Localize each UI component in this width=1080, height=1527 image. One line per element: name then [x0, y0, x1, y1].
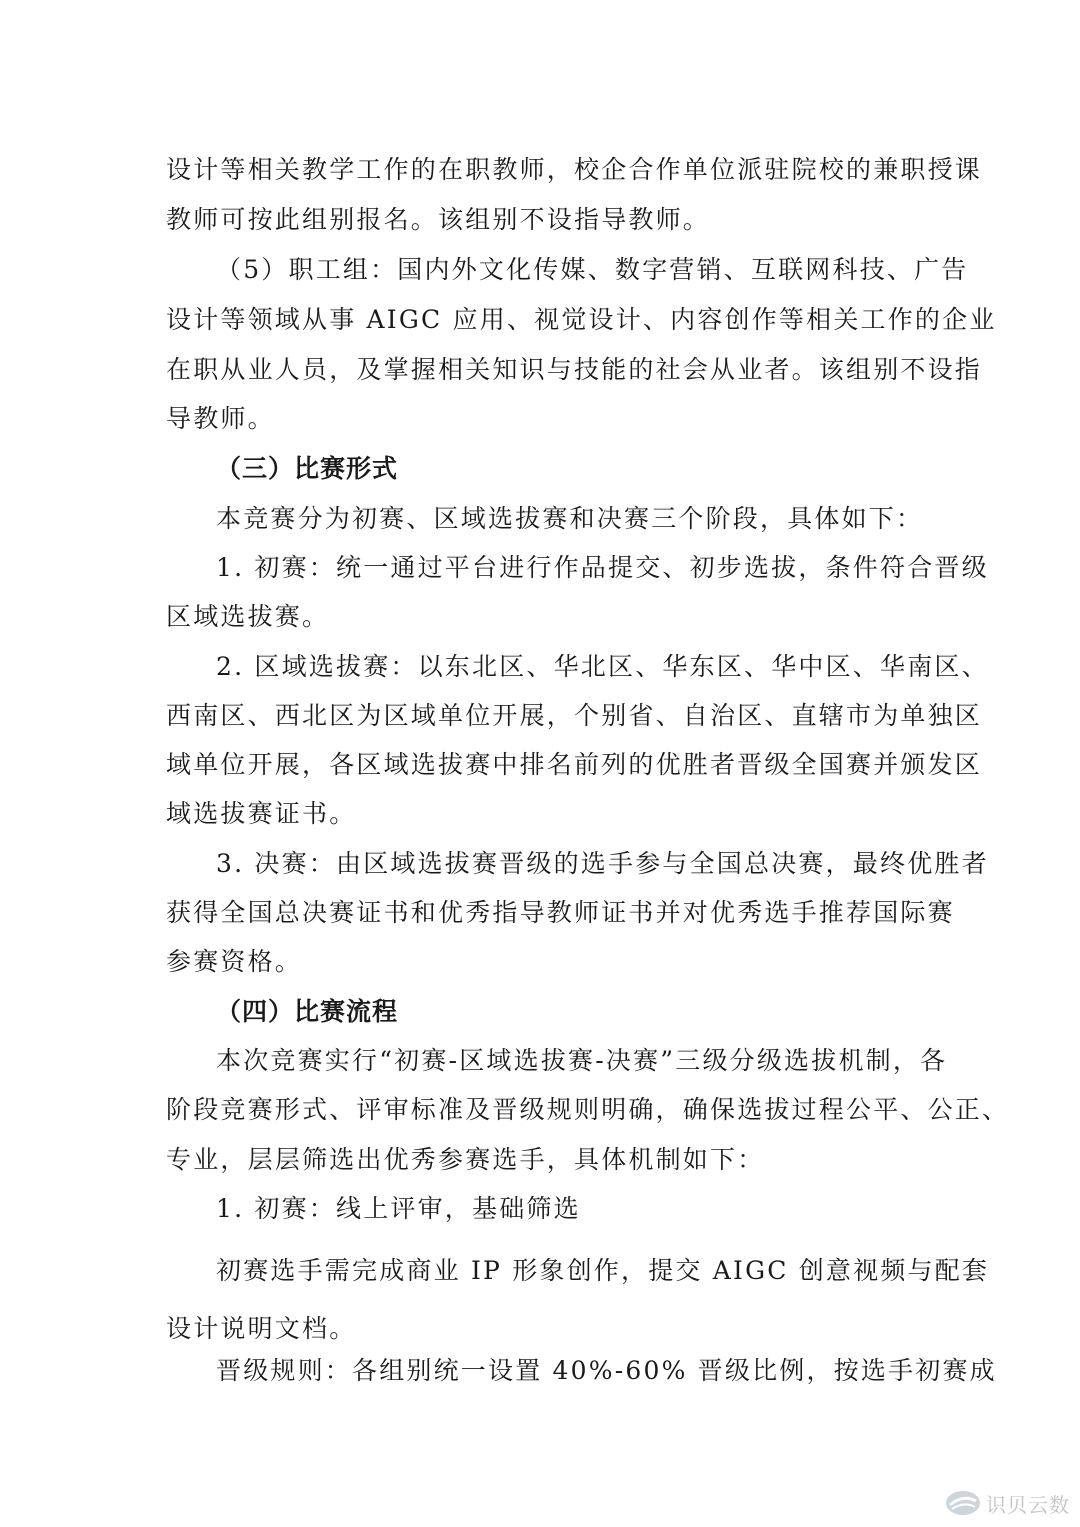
- body-text-line: 设计等领域从事 AIGC 应用、视觉设计、内容创作等相关工作的企业: [166, 305, 997, 334]
- body-text-line: 在职从业人员，及掌握相关知识与技能的社会从业者。该组别不设指: [166, 355, 983, 384]
- body-text-line: 晋级规则：各组别统一设置 40%-60% 晋级比例，按选手初赛成: [216, 1356, 997, 1385]
- body-text-line: 获得全国总决赛证书和优秀指导教师证书并对优秀选手推荐国际赛: [166, 898, 955, 927]
- body-text-line: 西南区、西北区为区域单位开展，个别省、自治区、直辖市为单独区: [166, 701, 983, 730]
- body-text-line: 2. 区域选拔赛：以东北区、华北区、华东区、华中区、华南区、: [216, 652, 989, 681]
- logo-icon: [944, 1488, 982, 1518]
- body-text-line: 初赛选手需完成商业 IP 形象创作，提交 AIGC 创意视频与配套: [216, 1256, 990, 1285]
- section-heading: （四）比赛流程: [216, 997, 399, 1026]
- section-heading: （三）比赛形式: [216, 454, 399, 483]
- body-text-line: 设计等相关教学工作的在职教师，校企合作单位派驻院校的兼职授课: [166, 155, 983, 184]
- body-text-line: 导教师。: [166, 404, 275, 433]
- body-text-line: （5）职工组：国内外文化传媒、数字营销、互联网科技、广告: [216, 255, 969, 284]
- body-text-line: 参赛资格。: [166, 947, 303, 976]
- body-text-line: 3. 决赛：由区域选拔赛晋级的选手参与全国总决赛，最终优胜者: [216, 849, 989, 878]
- body-text-line: 1. 初赛：线上评审，基础筛选: [216, 1194, 581, 1223]
- body-text-line: 本次竞赛实行“初赛-区域选拔赛-决赛”三级分级选拔机制，各: [216, 1046, 948, 1075]
- body-text-line: 域单位开展，各区域选拔赛中排名前列的优胜者晋级全国赛并颁发区: [166, 750, 983, 779]
- body-text-line: 教师可按此组别报名。该组别不设指导教师。: [166, 205, 711, 234]
- body-text-line: 专业，层层筛选出优秀参赛选手，具体机制如下：: [166, 1145, 765, 1174]
- watermark: [944, 1483, 1074, 1523]
- body-text-line: 1. 初赛：统一通过平台进行作品提交、初步选拔，条件符合晋级: [216, 553, 989, 582]
- watermark-text: 识贝云数: [986, 1492, 1070, 1517]
- body-text-line: 本竞赛分为初赛、区域选拔赛和决赛三个阶段，具体如下：: [216, 504, 924, 533]
- body-text-line: 设计说明文档。: [166, 1314, 357, 1343]
- body-text-line: 域选拔赛证书。: [166, 799, 357, 828]
- body-text-line: 区域选拔赛。: [166, 602, 330, 631]
- body-text-line: 阶段竞赛形式、评审标准及晋级规则明确，确保选拔过程公平、公正、: [166, 1095, 1010, 1124]
